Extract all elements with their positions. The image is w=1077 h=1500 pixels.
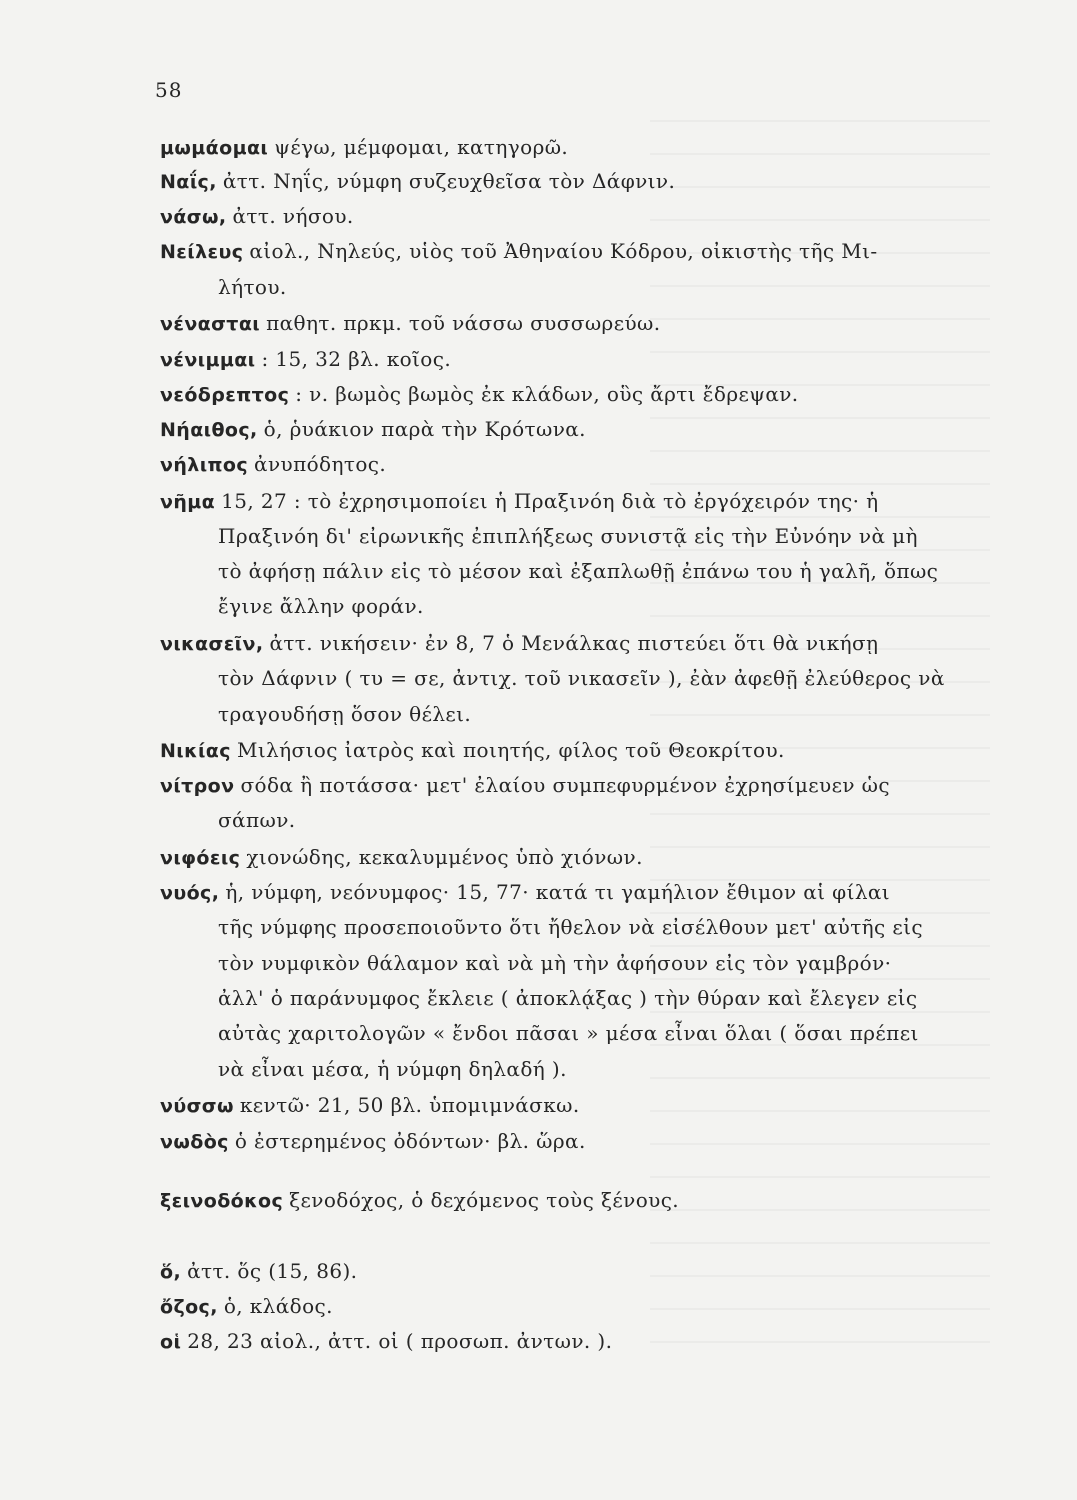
entry-continuation: σάπων.	[218, 808, 296, 832]
entry-continuation: ἔγινε ἄλλην φοράν.	[218, 594, 424, 618]
entry-headword: Νήαιθος,	[160, 419, 258, 441]
entry-definition: 28, 23 αἰολ., ἀττ. οἱ ( προσωπ. ἀντων. ).	[187, 1329, 613, 1353]
entry-continuation: τῆς νύμφης προσεποιοῦντο ὅτι ἤθελον νὰ εἰσέλθουν μετ' αὐτῆς εἰς	[218, 915, 924, 939]
entry-definition: ἀττ. νικήσειν· ἐν 8, 7 ὁ Μενάλκας πιστεύει ὅτι θὰ νικήσῃ	[269, 631, 879, 655]
entry-continuation: ἀλλ' ὁ παράνυμφος ἔκλειε ( ἀποκλᾴξας ) τὴν θύραν καὶ ἔλεγεν εἰς	[218, 986, 918, 1010]
entry-definition: ἀττ. Νηΐς, νύμφη συζευχθεῖσα τὸν Δάφνιν.	[222, 169, 676, 193]
dictionary-entry	[160, 1289, 987, 1324]
entry-continuation: αὐτὰς χαριτολογῶν « ἔνδοι πᾶσαι » μέσα εἶναι ὅλαι ( ὅσαι πρέπει	[218, 1021, 919, 1045]
entry-headword: νήλιπος	[160, 454, 249, 476]
entry-headword: νωδὸς	[160, 1131, 229, 1153]
entry-headword: νύσσω	[160, 1095, 234, 1117]
dictionary-entry	[160, 626, 987, 661]
dictionary-entry	[160, 412, 987, 447]
entry-definition: ἀνυπόδητος.	[254, 452, 387, 476]
entry-definition: ὁ ἐστερημένος ὀδόντων· βλ. ὥρα.	[234, 1129, 586, 1153]
dictionary-entry	[160, 840, 987, 875]
entry-definition: ἡ, νύμφη, νεόνυμφος· 15, 77· κατά τι γαμήλιον ἔθιμον αἱ φίλαι	[225, 880, 891, 904]
entry-definition: σόδα ἢ ποτάσσα· μετ' ἐλαίου συμπεφυρμένον ἐχρησίμευεν ὡς	[240, 773, 890, 797]
entry-definition: ὁ, κλάδος.	[223, 1294, 333, 1318]
entry-definition: ὁ, ῥυάκιον παρὰ τὴν Κρότωνα.	[263, 417, 586, 441]
entry-headword: νεόδρεπτος	[160, 384, 290, 406]
dictionary-entry	[160, 447, 987, 482]
entry-headword: Ναΐς,	[160, 171, 217, 193]
entry-headword: νιφόεις	[160, 847, 241, 869]
entry-headword: νυός,	[160, 882, 220, 904]
dictionary-entry	[160, 1088, 987, 1123]
dictionary-entry	[160, 342, 987, 377]
entry-definition: παθητ. πρκμ. τοῦ νάσσω συσσωρεύω.	[266, 311, 661, 335]
entry-definition: 15, 27 : τὸ ἐχρησιμοποίει ἡ Πραξινόη διὰ τὸ ἐργόχειρόν της· ἡ	[221, 489, 879, 513]
entry-headword: νάσω,	[160, 206, 227, 228]
entry-definition: ἀττ. ὅς (15, 86).	[187, 1259, 358, 1283]
entry-headword: νένασται	[160, 313, 261, 335]
entry-headword: ὅ,	[160, 1261, 182, 1283]
entry-continuation: τραγουδήσῃ ὅσον θέλει.	[218, 702, 472, 726]
entry-continuation: τὸν Δάφνιν ( τυ = σε, ἀντιχ. τοῦ νικασεῖν ), ἐὰν ἀφεθῇ ἐλεύθερος νὰ	[218, 666, 945, 690]
entry-headword: μωμάομαι	[160, 137, 269, 159]
entry-headword: Νείλευς	[160, 241, 244, 263]
dictionary-entry	[160, 1183, 987, 1218]
entry-headword: οἱ	[160, 1331, 182, 1353]
entry-headword: νικασεῖν,	[160, 633, 264, 655]
entry-definition: ψέγω, μέμφομαι, κατηγορῶ.	[274, 135, 569, 159]
entry-headword: νῆμα	[160, 491, 216, 513]
entry-headword: Νικίας	[160, 740, 231, 762]
dictionary-entry	[160, 164, 987, 199]
entry-headword: ξεινοδόκος	[160, 1190, 284, 1212]
dictionary-entry	[160, 199, 987, 234]
dictionary-entry	[160, 1254, 987, 1289]
entry-headword: νίτρον	[160, 775, 235, 797]
entry-definition: ξενοδόχος, ὁ δεχόμενος τοὺς ξένους.	[289, 1188, 680, 1212]
dictionary-entry	[160, 306, 987, 341]
dictionary-entry	[160, 130, 987, 165]
entry-definition: ἀττ. νήσου.	[232, 204, 354, 228]
entry-definition: : ν. βωμὸς βωμὸς ἐκ κλάδων, οὓς ἄρτι ἔδρεψαν.	[295, 382, 799, 406]
entry-definition: : 15, 32 βλ. κοῖος.	[261, 347, 452, 371]
dictionary-entry	[160, 768, 987, 803]
entry-headword: νένιμμαι	[160, 349, 256, 371]
entry-continuation: τὸ ἀφήσῃ πάλιν εἰς τὸ μέσον καὶ ἐξαπλωθῇ ἐπάνω του ἡ γαλῆ, ὅπως	[218, 559, 939, 583]
dictionary-entry	[160, 875, 987, 910]
entry-definition: κεντῶ· 21, 50 βλ. ὑπομιμνάσκω.	[239, 1093, 580, 1117]
dictionary-entry	[160, 733, 987, 768]
entry-definition: Μιλήσιος ἰατρὸς καὶ ποιητής, φίλος τοῦ Θεοκρίτου.	[236, 738, 785, 762]
entry-continuation: νὰ εἶναι μέσα, ἡ νύμφη δηλαδή ).	[218, 1057, 567, 1081]
entry-definition: χιονώδης, κεκαλυμμένος ὑπὸ χιόνων.	[246, 845, 643, 869]
entry-continuation: Πραξινόη δι' εἰρωνικῆς ἐπιπλήξεως συνιστᾷ εἰς τὴν Εὐνόην νὰ μὴ	[218, 524, 918, 548]
entry-headword: ὄζος,	[160, 1296, 218, 1318]
dictionary-entry	[160, 234, 987, 269]
entry-definition: αἰολ., Νηλεύς, υἱὸς τοῦ Ἀθηναίου Κόδρου, οἰκιστὴς τῆς Μι-	[249, 239, 878, 263]
entry-continuation: τὸν νυμφικὸν θάλαμον καὶ νὰ μὴ τὴν ἀφήσουν εἰς τὸν γαμβρόν·	[218, 951, 892, 975]
dictionary-entry	[160, 377, 987, 412]
dictionary-entry	[160, 1324, 987, 1359]
dictionary-entry	[160, 1124, 987, 1159]
page-number: 58	[155, 78, 183, 102]
dictionary-entry	[160, 484, 987, 519]
entry-continuation: λήτου.	[218, 275, 287, 299]
